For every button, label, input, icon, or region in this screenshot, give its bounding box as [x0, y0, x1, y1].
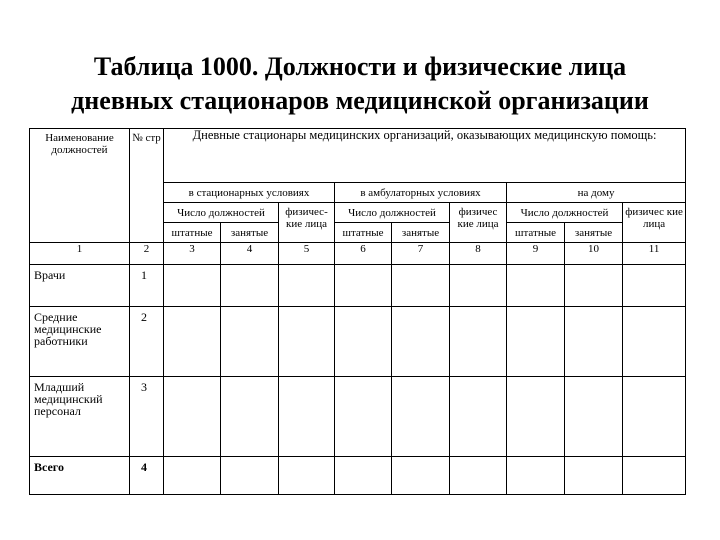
table-cell[interactable]: [507, 377, 565, 457]
header-occupied-1: занятые: [221, 223, 279, 243]
table-row: [30, 377, 686, 457]
table-cell[interactable]: [335, 307, 392, 377]
column-number: 7: [392, 243, 450, 265]
table-cell[interactable]: [221, 307, 279, 377]
column-number: 2: [130, 243, 164, 265]
column-number: 10: [565, 243, 623, 265]
header-individuals-1: физичес-кие лица: [279, 203, 335, 243]
title-line-2: дневных стационаров медицинской организации: [71, 86, 649, 115]
header-outpatient: в амбулаторных условиях: [335, 183, 507, 203]
table-cell[interactable]: [623, 307, 686, 377]
table-cell[interactable]: [221, 377, 279, 457]
column-number: 8: [450, 243, 507, 265]
table-cell[interactable]: [392, 377, 450, 457]
row-label-nurses: Средние медицинские работники: [30, 307, 130, 377]
header-staff-2: штатные: [335, 223, 392, 243]
header-day-hospitals: Дневные стационары медицинских организаций, оказывающих медицинскую помощь:: [164, 129, 686, 183]
table-cell[interactable]: [565, 457, 623, 495]
column-numbers-row: [30, 243, 686, 265]
table-cell[interactable]: [221, 265, 279, 307]
column-number: 3: [164, 243, 221, 265]
table-row: [30, 457, 686, 495]
table-cell[interactable]: [279, 457, 335, 495]
table-cell[interactable]: [623, 265, 686, 307]
header-individuals-2: физичес кие лица: [450, 203, 507, 243]
table-cell[interactable]: [335, 377, 392, 457]
column-number: 1: [30, 243, 130, 265]
table-cell[interactable]: [279, 265, 335, 307]
column-number: 4: [221, 243, 279, 265]
table-cell[interactable]: [392, 307, 450, 377]
header-occupied-2: занятые: [392, 223, 450, 243]
table-cell[interactable]: [623, 457, 686, 495]
header-positions-count-1: Число должностей: [164, 203, 279, 223]
table-cell[interactable]: [335, 457, 392, 495]
row-label-doctors: Врачи: [30, 265, 130, 307]
table-cell[interactable]: [279, 307, 335, 377]
table-cell[interactable]: [450, 377, 507, 457]
table-cell[interactable]: [335, 265, 392, 307]
table-cell[interactable]: [221, 457, 279, 495]
header-staff-1: штатные: [164, 223, 221, 243]
row-label-total: Всего: [30, 457, 130, 495]
row-label-junior-staff: Младший медицинский персонал: [30, 377, 130, 457]
table-cell[interactable]: [565, 265, 623, 307]
table-cell[interactable]: [565, 307, 623, 377]
header-position-name: Наименование должностей: [30, 129, 130, 243]
header-positions-count-2: Число должностей: [335, 203, 450, 223]
table-cell[interactable]: [450, 265, 507, 307]
header-occupied-3: занятые: [565, 223, 623, 243]
page-title: [0, 50, 720, 118]
row-number: 2: [130, 307, 164, 377]
table-cell[interactable]: [623, 377, 686, 457]
header-positions-count-3: Число должностей: [507, 203, 623, 223]
header-row-number: № стр: [130, 129, 164, 243]
table-cell[interactable]: [565, 377, 623, 457]
table-cell[interactable]: [164, 265, 221, 307]
table-row: [30, 265, 686, 307]
title-line-1: Таблица 1000. Должности и физические лица: [93, 52, 627, 81]
header-staff-3: штатные: [507, 223, 565, 243]
table-cell[interactable]: [507, 307, 565, 377]
column-number: 6: [335, 243, 392, 265]
table-cell[interactable]: [392, 265, 450, 307]
table-cell[interactable]: [164, 377, 221, 457]
header-individuals-3: физичес кие лица: [623, 203, 686, 243]
row-number: 3: [130, 377, 164, 457]
table-cell[interactable]: [279, 377, 335, 457]
header-inpatient: в стационарных условиях: [164, 183, 335, 203]
header-home: на дому: [507, 183, 686, 203]
row-number: 1: [130, 265, 164, 307]
table-cell[interactable]: [507, 265, 565, 307]
table-cell[interactable]: [164, 307, 221, 377]
table-row: [30, 307, 686, 377]
table-cell[interactable]: [450, 457, 507, 495]
row-number: 4: [130, 457, 164, 495]
column-number: 5: [279, 243, 335, 265]
column-number: 11: [623, 243, 686, 265]
table-cell[interactable]: [450, 307, 507, 377]
table-cell[interactable]: [507, 457, 565, 495]
table-cell[interactable]: [164, 457, 221, 495]
table-cell[interactable]: [392, 457, 450, 495]
staff-table: [29, 128, 686, 495]
column-number: 9: [507, 243, 565, 265]
